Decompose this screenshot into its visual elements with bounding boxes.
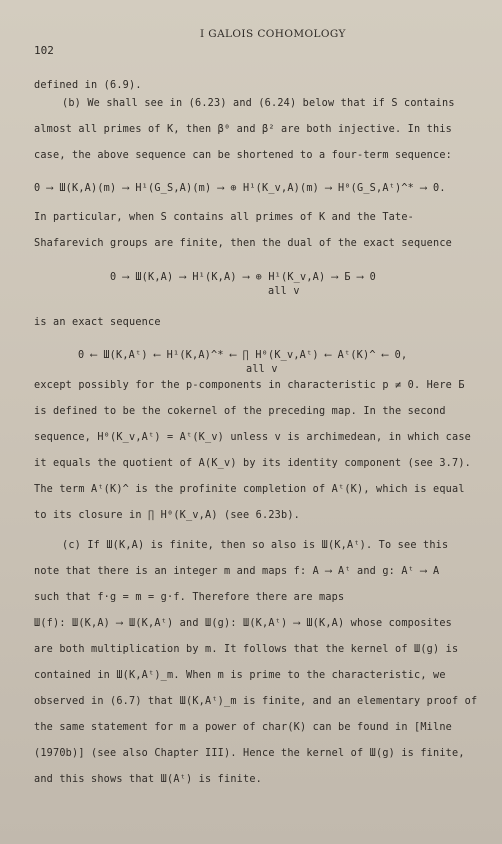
text-line: all v	[268, 286, 300, 297]
text-line: the same statement for m a power of char(K) can be found in [Milne	[34, 722, 453, 733]
text-line: Ш(f): Ш(K,A) ⟶ Ш(K,Aᵗ) and Ш(g): Ш(K,Aᵗ) ⟶ Ш(K,A) whose composites	[34, 618, 453, 629]
text-line: is defined to be the cokernel of the preceding map. In the second	[34, 406, 446, 417]
page-number: 102	[34, 44, 54, 57]
text-line: case, the above sequence can be shortened to a four-term sequence:	[34, 150, 453, 161]
chapter-title: I GALOIS COHOMOLOGY	[200, 28, 346, 40]
text-line: contained in Ш(K,Aᵗ)_m. When m is prime to the characteristic, we	[34, 670, 446, 681]
text-line: are both multiplication by m. It follows that the kernel of Ш(g) is	[34, 644, 459, 655]
text-line: (c) If Ш(K,A) is finite, then so also is Ш(K,Aᵗ). To see this	[62, 540, 449, 551]
text-line: The term Aᵗ(K)^ is the profinite completion of Aᵗ(K), which is equal	[34, 484, 465, 495]
text-line: note that there is an integer m and maps f: A ⟶ Aᵗ and g: Aᵗ ⟶ A	[34, 566, 440, 577]
text-line: all v	[246, 364, 278, 375]
text-line: 0 ⟵ Ш(K,Aᵗ) ⟵ H¹(K,A)^* ⟵ ∏ H⁰(K_v,Aᵗ) ⟵ Aᵗ(K)^ ⟵ 0,	[78, 350, 408, 361]
text-line: (1970b)] (see also Chapter III). Hence the kernel of Ш(g) is finite,	[34, 748, 465, 759]
text-line: Shafarevich groups are finite, then the dual of the exact sequence	[34, 238, 453, 249]
text-line: (b) We shall see in (6.23) and (6.24) below that if S contains	[62, 98, 455, 109]
text-line: observed in (6.7) that Ш(K,Aᵗ)_m is finite, and an elementary proof of	[34, 696, 478, 707]
text-line: sequence, H⁰(K_v,Aᵗ) = Aᵗ(K_v) unless v is archimedean, in which case	[34, 432, 472, 443]
text-line: 0 ⟶ Ш(K,A)(m) ⟶ H¹(G_S,A)(m) ⟶ ⊕ H¹(K_v,A)(m) ⟶ H⁰(G_S,Aᵗ)^* ⟶ 0.	[34, 183, 446, 194]
text-line: almost all primes of K, then β⁰ and β² are both injective. In this	[34, 124, 453, 135]
text-line: In particular, when S contains all primes of K and the Tate-	[34, 212, 415, 223]
text-line: defined in (6.9).	[34, 80, 142, 91]
text-line: to its closure in ∏ H⁰(K_v,A) (see 6.23b).	[34, 510, 301, 521]
text-line: except possibly for the p-components in characteristic p ≠ 0. Here Б	[34, 380, 465, 391]
text-line: is an exact sequence	[34, 317, 161, 328]
text-line: such that f·g = m = g·f. Therefore there are maps	[34, 592, 345, 603]
text-line: it equals the quotient of A(K_v) by its identity component (see 3.7).	[34, 458, 472, 469]
text-line: 0 ⟶ Ш(K,A) ⟶ H¹(K,A) ⟶ ⊕ H¹(K_v,A) ⟶ Б ⟶ 0	[110, 272, 377, 283]
text-line: and this shows that Ш(Aᵗ) is finite.	[34, 774, 263, 785]
